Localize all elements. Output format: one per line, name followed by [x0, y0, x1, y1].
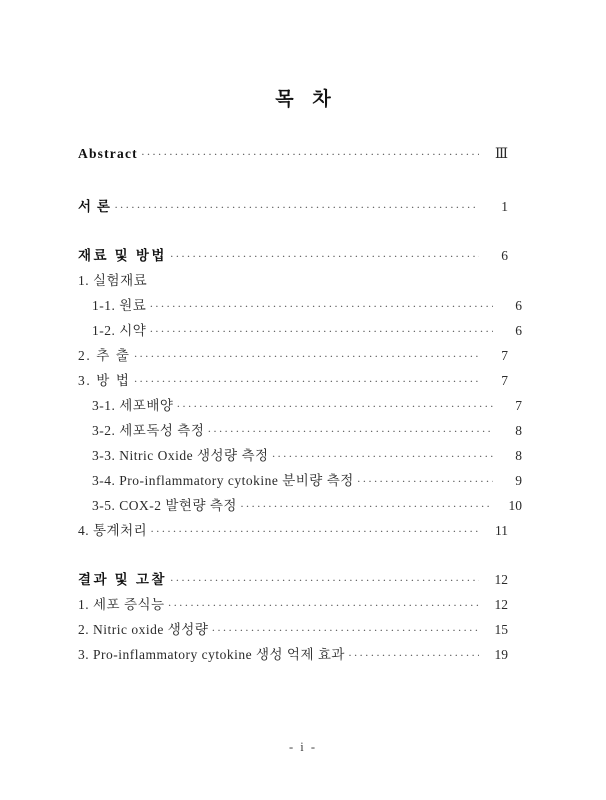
toc-leader-dots: [207, 425, 493, 439]
toc-entry-label: 1. 세포 증식능: [78, 597, 165, 612]
toc-entry[interactable]: [78, 643, 508, 668]
toc-entry-page-number: 19: [494, 647, 508, 662]
toc-entry-label: 3-5. COX-2 발현량 측정: [92, 498, 237, 513]
toc-leader-dots: [240, 500, 493, 514]
toc-leader-dots: [211, 624, 479, 638]
toc-leader-dots: [170, 574, 479, 588]
toc-entry[interactable]: [78, 294, 522, 319]
toc-entry[interactable]: [78, 618, 508, 643]
toc-leader-dots: [134, 350, 479, 364]
toc-entry-page-number: 6: [515, 323, 522, 338]
toc-entry-label: 1. 실험재료: [78, 273, 148, 288]
toc-entry[interactable]: [78, 519, 508, 544]
toc-entry-page-number: 7: [501, 348, 508, 363]
toc-entry[interactable]: [78, 568, 508, 593]
toc-entry[interactable]: [78, 469, 522, 494]
toc-entry-page-number: 8: [515, 448, 522, 463]
toc-entry[interactable]: [78, 394, 522, 419]
toc-entry[interactable]: [78, 419, 522, 444]
toc-leader-dots: [149, 325, 493, 339]
toc-entry-page-number: 12: [494, 572, 508, 587]
toc-entry[interactable]: [78, 319, 522, 344]
toc-entry-page-number: 7: [501, 373, 508, 388]
toc-entry-page-number: 11: [495, 523, 508, 538]
toc-entry-page-number: 6: [515, 298, 522, 313]
toc-leader-dots: [134, 375, 479, 389]
toc-entry-page-number: 8: [515, 423, 522, 438]
toc-leader-dots: [348, 649, 479, 663]
toc-leader-dots: [150, 272, 479, 286]
toc-entry-page-number: 12: [494, 597, 508, 612]
toc-entry-label: 재료 및 방법: [78, 248, 167, 263]
toc-entry[interactable]: [78, 494, 522, 519]
toc-entry-label: 결과 및 고찰: [78, 572, 167, 587]
toc-entry[interactable]: [78, 195, 508, 220]
toc-leader-dots: [149, 300, 493, 314]
toc-entry[interactable]: [78, 244, 508, 269]
toc-entry-page-number: 6: [501, 248, 508, 263]
toc-leader-dots: [170, 250, 479, 264]
toc-entry-label: 서 론: [78, 199, 112, 214]
toc-entry[interactable]: [78, 146, 508, 171]
toc-leader-dots: [357, 475, 493, 489]
toc-entry-page-number: 9: [515, 473, 522, 488]
toc-entry-label: 4. 통계처리: [78, 523, 148, 538]
toc-entry-page-number: Ⅲ: [494, 146, 508, 161]
toc-entry-page-number: 7: [515, 398, 522, 413]
toc-leader-dots: [168, 599, 479, 613]
page-folio: - i -: [288, 740, 318, 754]
toc-entry-label: 3-4. Pro-inflammatory cytokine 분비량 측정: [92, 473, 354, 488]
toc-entry-page-number: 1: [501, 199, 508, 214]
toc-entry-label: Abstract: [78, 146, 138, 161]
toc-entry-label: 3. 방 법: [78, 373, 131, 388]
toc-entry[interactable]: [78, 369, 508, 394]
toc-entry-label: 1-2. 시약: [92, 323, 147, 338]
toc-entry-page-number: 10: [508, 498, 522, 513]
table-of-contents-list: [78, 146, 522, 668]
toc-entry-label: 3. Pro-inflammatory cytokine 생성 억제 효과: [78, 647, 345, 662]
toc-leader-dots: [114, 201, 479, 215]
toc-entry-label: 3-3. Nitric Oxide 생성량 측정: [92, 448, 269, 463]
toc-leader-dots: [150, 525, 479, 539]
toc-entry-label: 3-1. 세포배양: [92, 398, 174, 413]
toc-entry[interactable]: [78, 593, 508, 618]
toc-leader-dots: [141, 148, 479, 162]
toc-leader-dots: [176, 400, 493, 414]
toc-entry-label: 2. 추 출: [78, 348, 131, 363]
toc-entry[interactable]: [78, 444, 522, 469]
toc-entry[interactable]: [78, 344, 508, 369]
page-title: 목 차: [275, 89, 338, 110]
toc-entry-label: 1-1. 원료: [92, 298, 147, 313]
toc-entry-page-number: 15: [494, 622, 508, 637]
toc-entry-label: 3-2. 세포독성 측정: [92, 423, 205, 438]
toc-leader-dots: [272, 450, 493, 464]
toc-entry[interactable]: [78, 269, 508, 294]
toc-entry-label: 2. Nitric oxide 생성량: [78, 622, 209, 637]
